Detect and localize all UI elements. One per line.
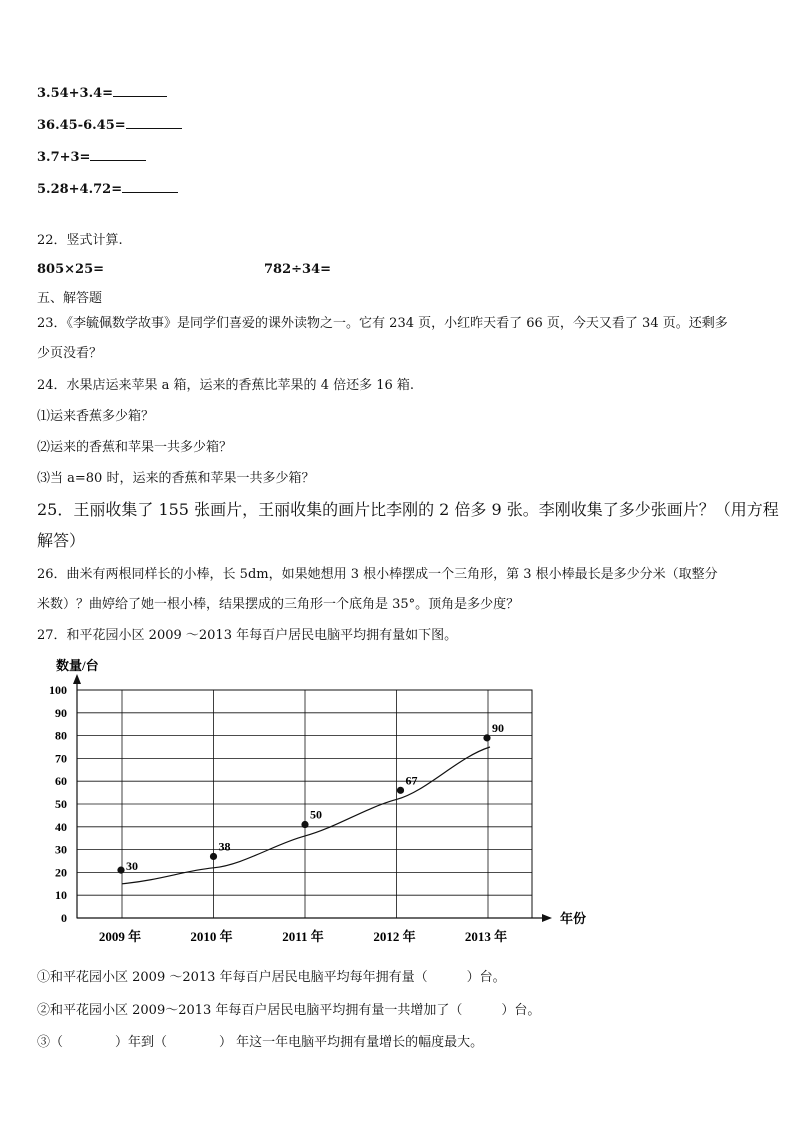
calc-expr: 36.45-6.45= [37,118,126,133]
answer-blank[interactable] [126,116,182,129]
x-tick-label: 2013 年 [464,929,508,944]
data-label: 50 [310,807,322,822]
y-tick-label: 30 [55,842,67,857]
calc-expr: 3.7+3= [37,150,91,165]
q22-right-expr: 782÷34= [264,262,332,277]
chart-grid [77,690,532,918]
y-tick-label: 10 [55,888,67,903]
calc-expr: 3.54+3.4= [37,86,114,101]
calc-line-2 [37,116,182,133]
calc-line-1 [37,84,167,101]
y-tick-label: 40 [55,819,67,834]
y-tick-label: 0 [61,911,67,925]
chart-axes [49,658,586,944]
y-axis-label: 数量/台 [56,658,99,673]
q27-sub1: ①和平花园小区 2009 ～2013 年每百户居民电脑平均每年拥有量（ ）台。 [37,970,506,985]
y-tick-label: 60 [55,774,67,789]
q24-part3: ⑶当 a=80 时，运来的香蕉和苹果一共多少箱？ [37,471,315,486]
answer-blank[interactable] [90,148,146,161]
data-point [301,821,308,828]
q22-left-expr: 805×25= [37,262,105,277]
q24-stem: 24．水果店运来苹果 a 箱，运来的香蕉比苹果的 4 倍还多 16 箱. [37,378,415,393]
q25-line1: 25．王丽收集了 155 张画片，王丽收集的画片比李刚的 2 倍多 9 张。李刚收集了多少张画片？（用方程 [37,500,779,519]
data-label: 67 [405,773,418,788]
data-label: 38 [218,839,231,854]
q23-line1: 23．《李毓佩数学故事》是同学们喜爱的课外读物之一。它有 234 页，小红昨天看了 66 页，今天又看了 34 页。还剩多 [37,316,728,331]
q24-part2: ⑵运来的香蕉和苹果一共多少箱？ [37,440,233,455]
line-chart [30,648,600,948]
answer-blank[interactable] [113,84,167,97]
section-title: 五、解答题 [37,291,103,306]
data-label: 90 [492,720,504,735]
x-axis-label: 年份 [560,911,587,926]
y-axis-arrow [73,674,81,684]
q22-title: 22．竖式计算. [37,233,123,248]
calc-expr: 5.28+4.72= [37,182,123,197]
q26-line1: 26．曲米有两根同样长的小棒，长 5dm，如果她想用 3 根小棒摆成一个三角形，第 3 根小棒最长是多少分米（取整分 [37,567,718,582]
y-tick-label: 50 [55,797,67,811]
data-label: 30 [126,859,138,874]
y-tick-label: 80 [55,728,67,743]
answer-blank[interactable] [122,180,178,193]
calc-line-3 [37,148,146,165]
q23-line2: 少页没看？ [37,346,103,361]
data-point [117,867,124,874]
x-tick-label: 2012 年 [373,929,416,944]
data-point [483,734,490,741]
q27-sub3: ③（ ）年到（ ） 年这一年电脑平均拥有量增长的幅度最大。 [37,1035,484,1050]
x-axis-arrow [542,914,552,922]
y-tick-label: 20 [55,865,67,880]
y-tick-label: 100 [49,683,67,697]
q27-stem: 27．和平花园小区 2009 ～2013 年每百户居民电脑平均拥有量如下图。 [37,628,458,643]
calc-line-4 [37,180,178,197]
trend-line [122,747,490,884]
x-tick-label: 2010 年 [190,929,233,944]
q24-part1: ⑴运来香蕉多少箱？ [37,409,155,424]
x-tick-label: 2011 年 [282,929,324,944]
y-tick-label: 90 [55,705,67,720]
y-tick-label: 70 [55,751,67,766]
data-point [397,787,404,794]
q27-sub2: ②和平花园小区 2009～2013 年每百户居民电脑平均拥有量一共增加了（ ）台。 [37,1003,541,1018]
q25-line2: 解答） [37,531,86,550]
x-tick-label: 2009 年 [98,929,142,944]
q26-line2: 米数）？曲婷给了她一根小棒，结果摆成的三角形一个底角是 35°。顶角是多少度？ [37,597,520,612]
data-point [210,853,217,860]
chart-marks [117,721,504,884]
